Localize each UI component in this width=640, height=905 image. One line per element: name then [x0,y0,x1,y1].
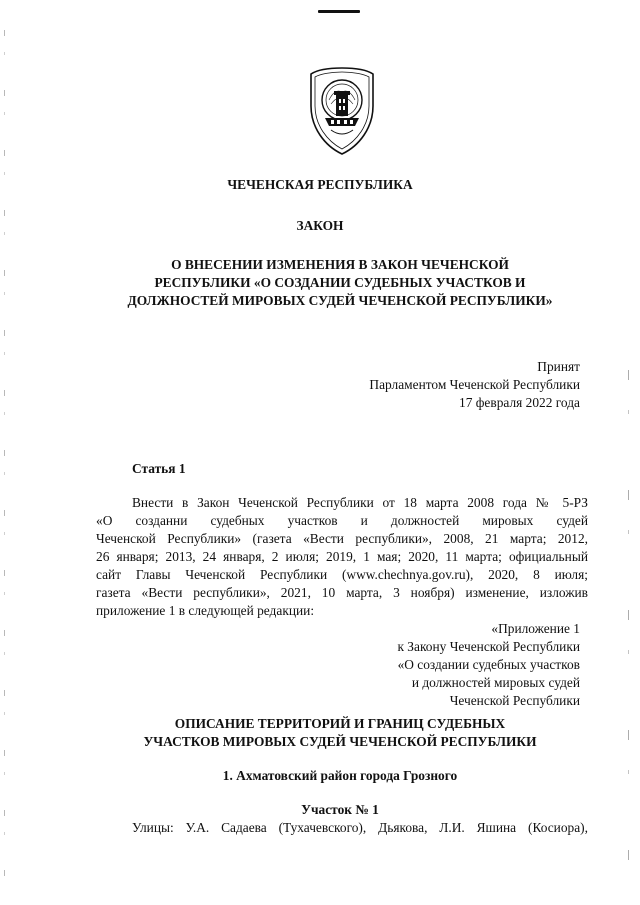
streets-line: Улицы: У.А. Садаева (Тухачевского), Дьякова, Л.И. Яшина (Косиора), [132,820,588,835]
article-body-line: Чеченской Республики» (газета «Вести республики», 2008, 21 марта; 2012, [96,531,588,546]
appendix-line: «О создании судебных участков [397,657,580,672]
appendix-line: и должностей мировых судей [411,675,580,690]
adoption-line: Принят [537,359,580,374]
appendix-line: Чеченской Республики [449,693,580,708]
district-heading: 1. Ахматовский район города Грозного [222,768,458,783]
republic-heading: ЧЕЧЕНСКАЯ РЕСПУБЛИКА [227,177,413,192]
article-body-line: «О созданни судебных участков и должностей мировых судей [96,513,588,528]
appendix-line: к Закону Чеченской Республики [397,639,580,654]
adoption-line: Парламентом Чеченской Республики [369,377,580,392]
law-title-line: ДОЛЖНОСТЕЙ МИРОВЫХ СУДЕЙ ЧЕЧЕНСКОЙ РЕСПУБЛИКИ» [127,293,553,308]
scan-edge-right [628,370,629,890]
adoption-line: 17 февраля 2022 года [459,395,580,410]
article-body-line: приложение 1 в следующей редакции: [96,603,315,618]
scan-edge-left [4,30,5,890]
scan-mark [318,10,360,13]
article-body-line: газета «Вести республики», 2021, 10 марта, 3 ноября) изменение, изложив [96,585,588,600]
description-title-line: УЧАСТКОВ МИРОВЫХ СУДЕЙ ЧЕЧЕНСКОЙ РЕСПУБЛИКИ [143,734,537,749]
article-body-line: сайт Главы Чеченской Республики (www.chechnya.gov.ru), 2020, 8 июля; [96,567,588,582]
section-heading: Участок № 1 [301,802,379,817]
article-body-line: Внести в Закон Чеченской Республики от 18 марта 2008 года № 5-РЗ [132,495,588,510]
coat-of-arms-icon [307,66,377,156]
article-heading: Статья 1 [132,461,186,476]
article-body-line: 26 января; 2013, 24 января, 2 июля; 2019, 1 мая; 2020, 11 марта; официальный [96,549,588,564]
law-title-line: О ВНЕСЕНИИ ИЗМЕНЕНИЯ В ЗАКОН ЧЕЧЕНСКОЙ [171,257,509,272]
description-title-line: ОПИСАНИЕ ТЕРРИТОРИЙ И ГРАНИЦ СУДЕБНЫХ [174,716,506,731]
law-title-line: РЕСПУБЛИКИ «О СОЗДАНИИ СУДЕБНЫХ УЧАСТКОВ И [154,275,526,290]
appendix-line: «Приложение 1 [491,621,580,636]
document-type: ЗАКОН [296,218,344,233]
